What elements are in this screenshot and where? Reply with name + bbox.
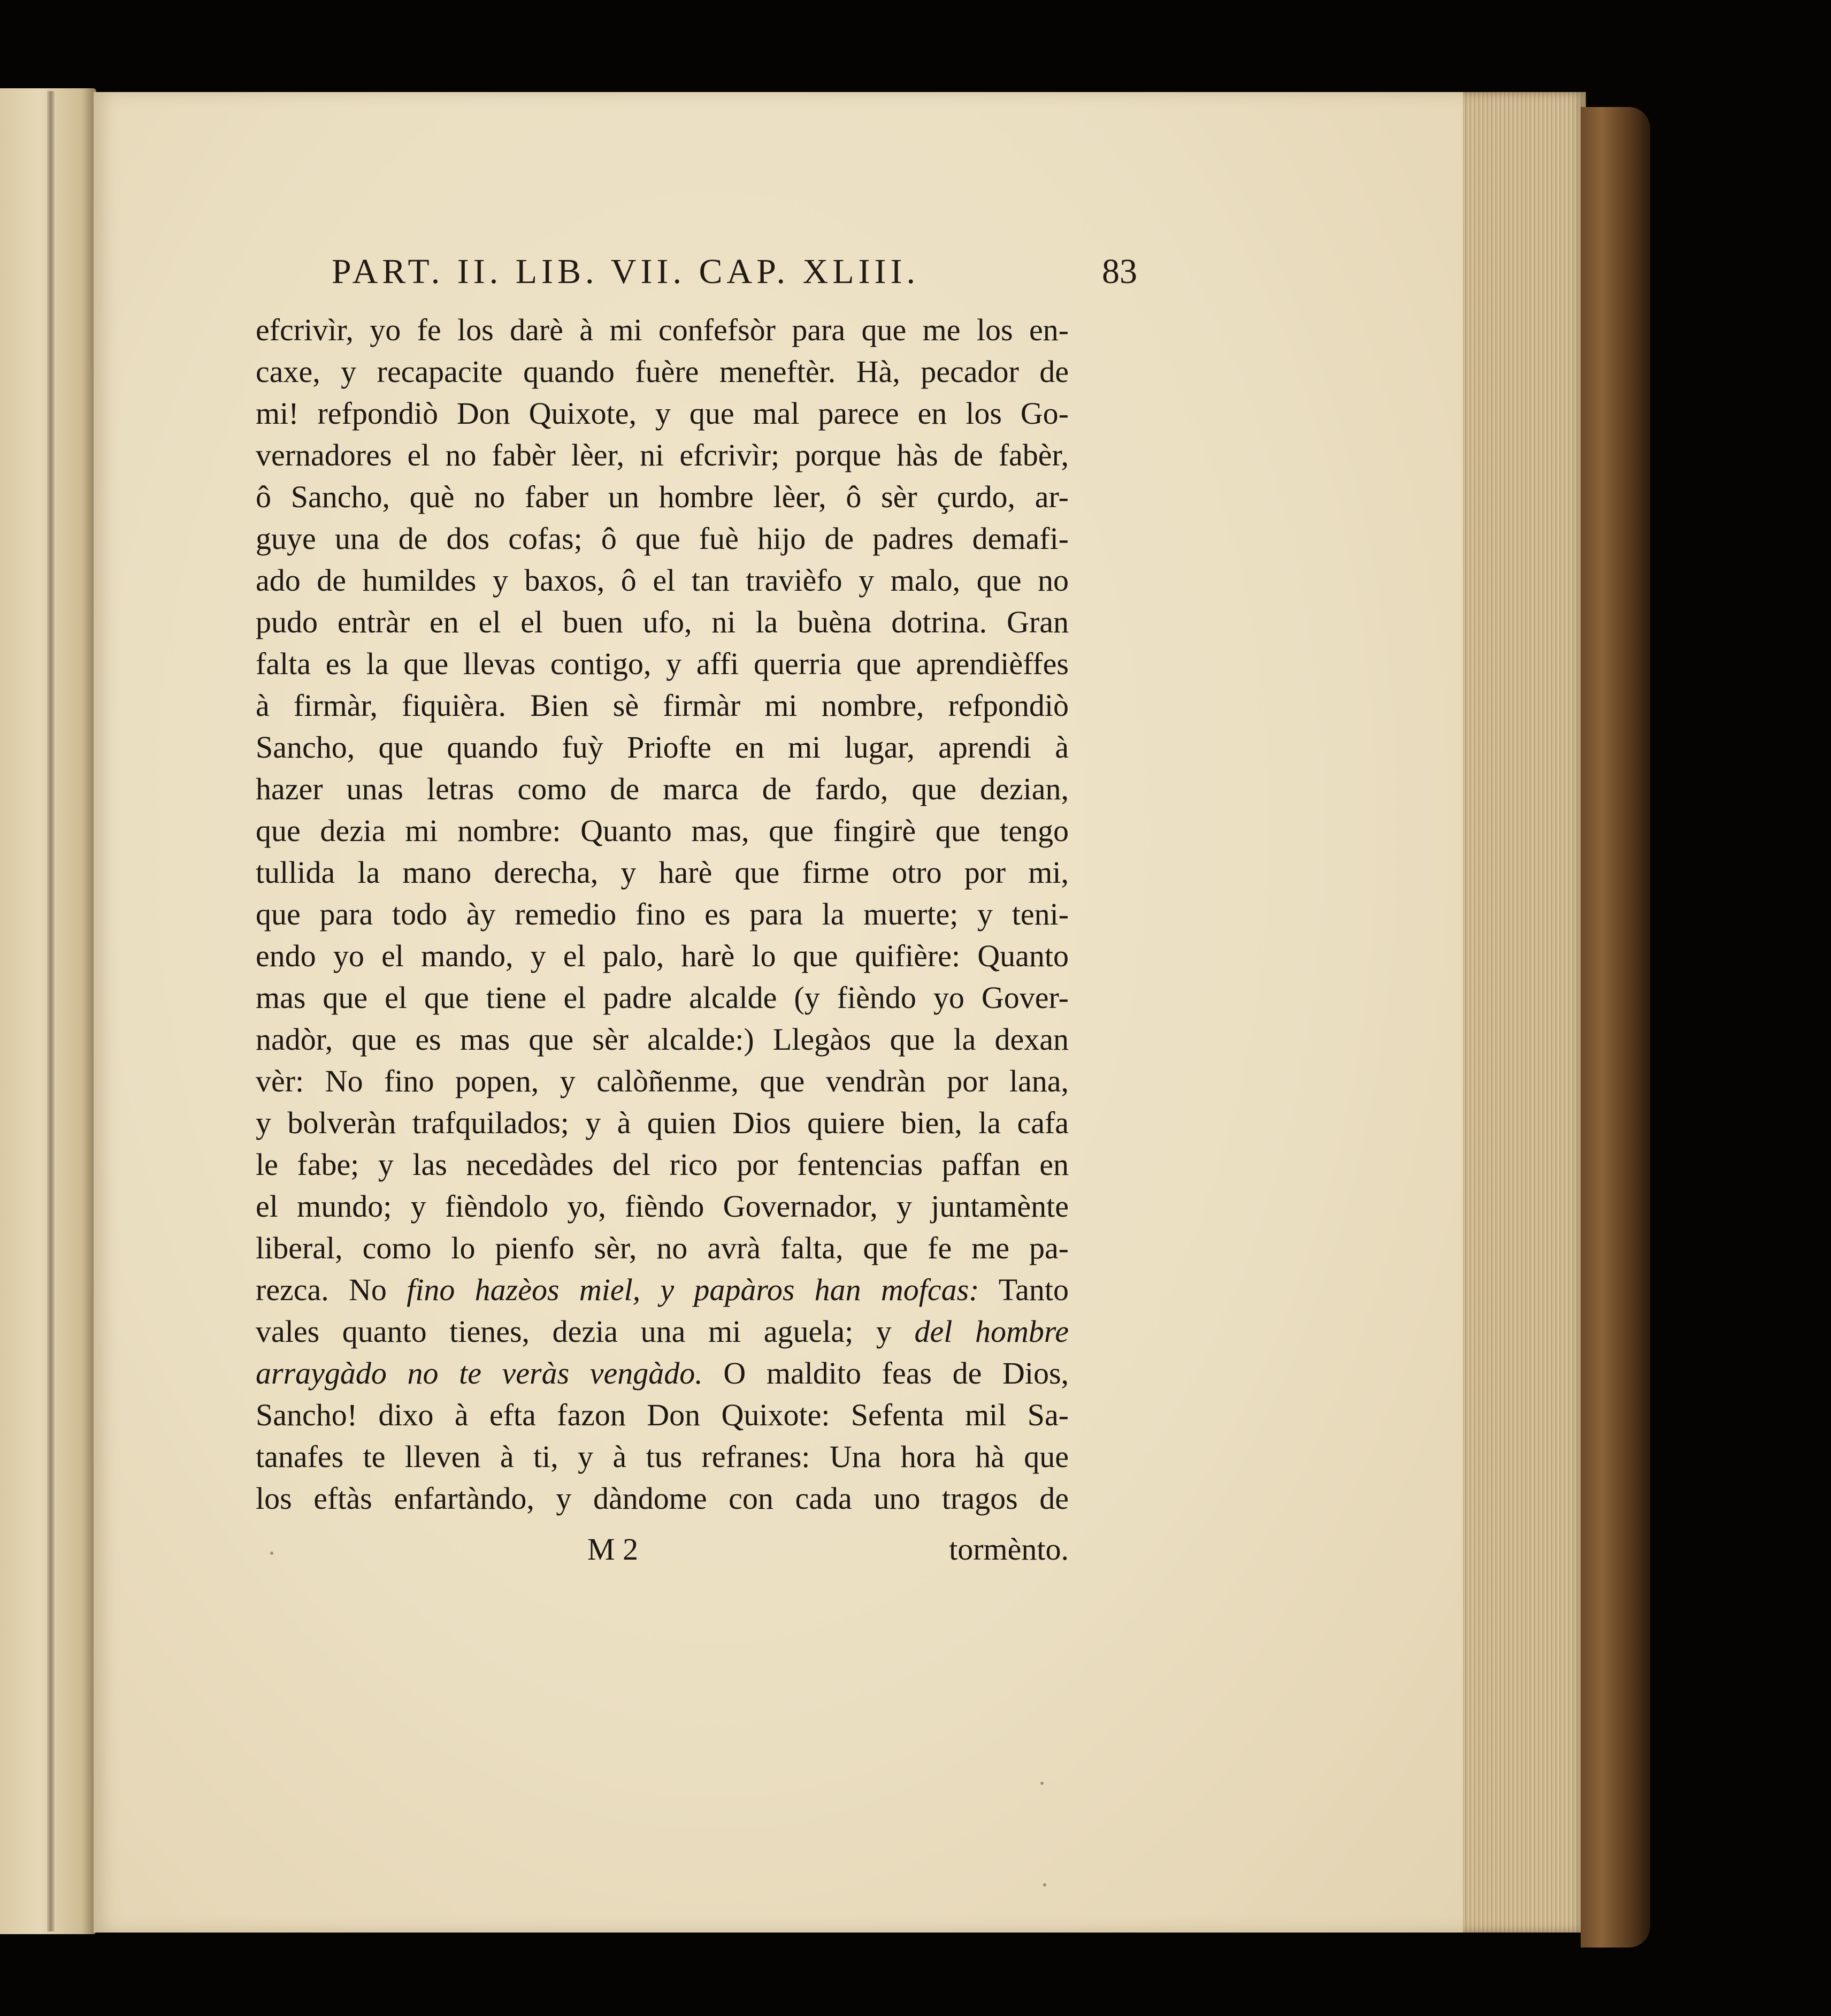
paper-speck (1043, 1883, 1046, 1887)
running-head: PART. II. LIB. VII. CAP. XLIII. (332, 252, 920, 291)
text-line: los eftàs enfartàndo, y dàndome con cada uno tragos de (256, 1481, 1069, 1516)
page-footer (256, 1531, 1069, 1574)
text-line: efcrivìr, yo fe los darè à mi confefsòr para que me los en- (256, 312, 1069, 347)
text-line: Sancho, que quando fuỳ Priofte en mi lugar, aprendi à (256, 730, 1069, 765)
text-line: tullida la mano derecha, y harè que firme otro por mi, (256, 855, 1069, 890)
text-run: rezca. No (256, 1272, 387, 1307)
text-line: que dezia mi nombre: Quanto mas, que fingirè que tengo (256, 813, 1069, 848)
italic-proverb: del hombre (914, 1314, 1069, 1349)
signature-mark: M 2 (587, 1532, 639, 1567)
text-line-mixed (256, 1311, 1069, 1353)
text-line: mi! refpondiò Don Quixote, y que mal parece en los Go- (256, 396, 1069, 431)
text-run: O maldito feas de Dios, (723, 1356, 1069, 1391)
italic-proverb: fino hazèos miel, y papàros han mofcas: (407, 1272, 979, 1307)
text-line: vernadores el no fabèr lèer, ni efcrivìr; porque hàs de fabèr, (256, 438, 1069, 472)
text-line: falta es la que llevas contigo, y affi querria que aprendièffes (256, 646, 1069, 681)
paper-speck (270, 1552, 273, 1555)
text-line-mixed (256, 1269, 1069, 1311)
catchword: tormènto. (949, 1532, 1069, 1567)
text-line: nadòr, que es mas que sèr alcalde:) Llegàos que la dexan (256, 1022, 1069, 1057)
body-text (256, 309, 1069, 1519)
italic-proverb: arraygàdo no te veràs vengàdo. (256, 1356, 703, 1391)
text-line: el mundo; y fièndolo yo, fièndo Governador, y juntamènte (256, 1189, 1069, 1224)
text-run: vales quanto tienes, dezia una mi aguela; y (256, 1314, 892, 1349)
text-line: caxe, y recapacite quando fuère meneftèr. Hà, pecador de (256, 354, 1069, 389)
text-line: endo yo el mando, y el palo, harè lo que quifière: Quanto (256, 938, 1069, 973)
text-line: mas que el que tiene el padre alcalde (y fièndo yo Gover- (256, 980, 1069, 1015)
text-line: ado de humildes y baxos, ô el tan travièfo y malo, que no (256, 563, 1069, 598)
book-cover (1581, 107, 1650, 1948)
text-line-mixed (256, 1353, 1069, 1394)
text-line: tanafes te lleven à ti, y à tus refranes: Una hora hà que (256, 1439, 1069, 1474)
text-line: le fabe; y las necedàdes del rico por fentencias paffan en (256, 1147, 1069, 1182)
text-line: pudo entràr en el el buen ufo, ni la buèna dotrina. Gran (256, 605, 1069, 639)
text-line: Sancho! dixo à efta fazon Don Quixote: Sefenta mil Sa- (256, 1398, 1069, 1432)
text-line: ô Sancho, què no faber un hombre lèer, ô sèr çurdo, ar- (256, 479, 1069, 514)
text-line: à firmàr, fiquièra. Bien sè firmàr mi nombre, refpondiò (256, 688, 1069, 723)
gutter-shadow (47, 91, 55, 1931)
text-line: liberal, como lo pienfo sèr, no avrà falta, que fe me pa- (256, 1231, 1069, 1265)
text-line: guye una de dos cofas; ô que fuè hijo de padres demafi- (256, 521, 1069, 556)
text-run: Tanto (998, 1272, 1069, 1307)
fore-edge (1463, 92, 1586, 1933)
text-line: vèr: No fino popen, y calòñenme, que vendràn por lana, (256, 1064, 1069, 1098)
text-line: y bolveràn trafquilados; y à quien Dios quiere bien, la cafa (256, 1105, 1069, 1140)
text-line: que para todo ày remedio fino es para la muerte; y teni- (256, 897, 1069, 931)
text-line: hazer unas letras como de marca de fardo, que dezian, (256, 772, 1069, 806)
paper-speck (1040, 1782, 1044, 1785)
page-number: 83 (1102, 252, 1137, 291)
